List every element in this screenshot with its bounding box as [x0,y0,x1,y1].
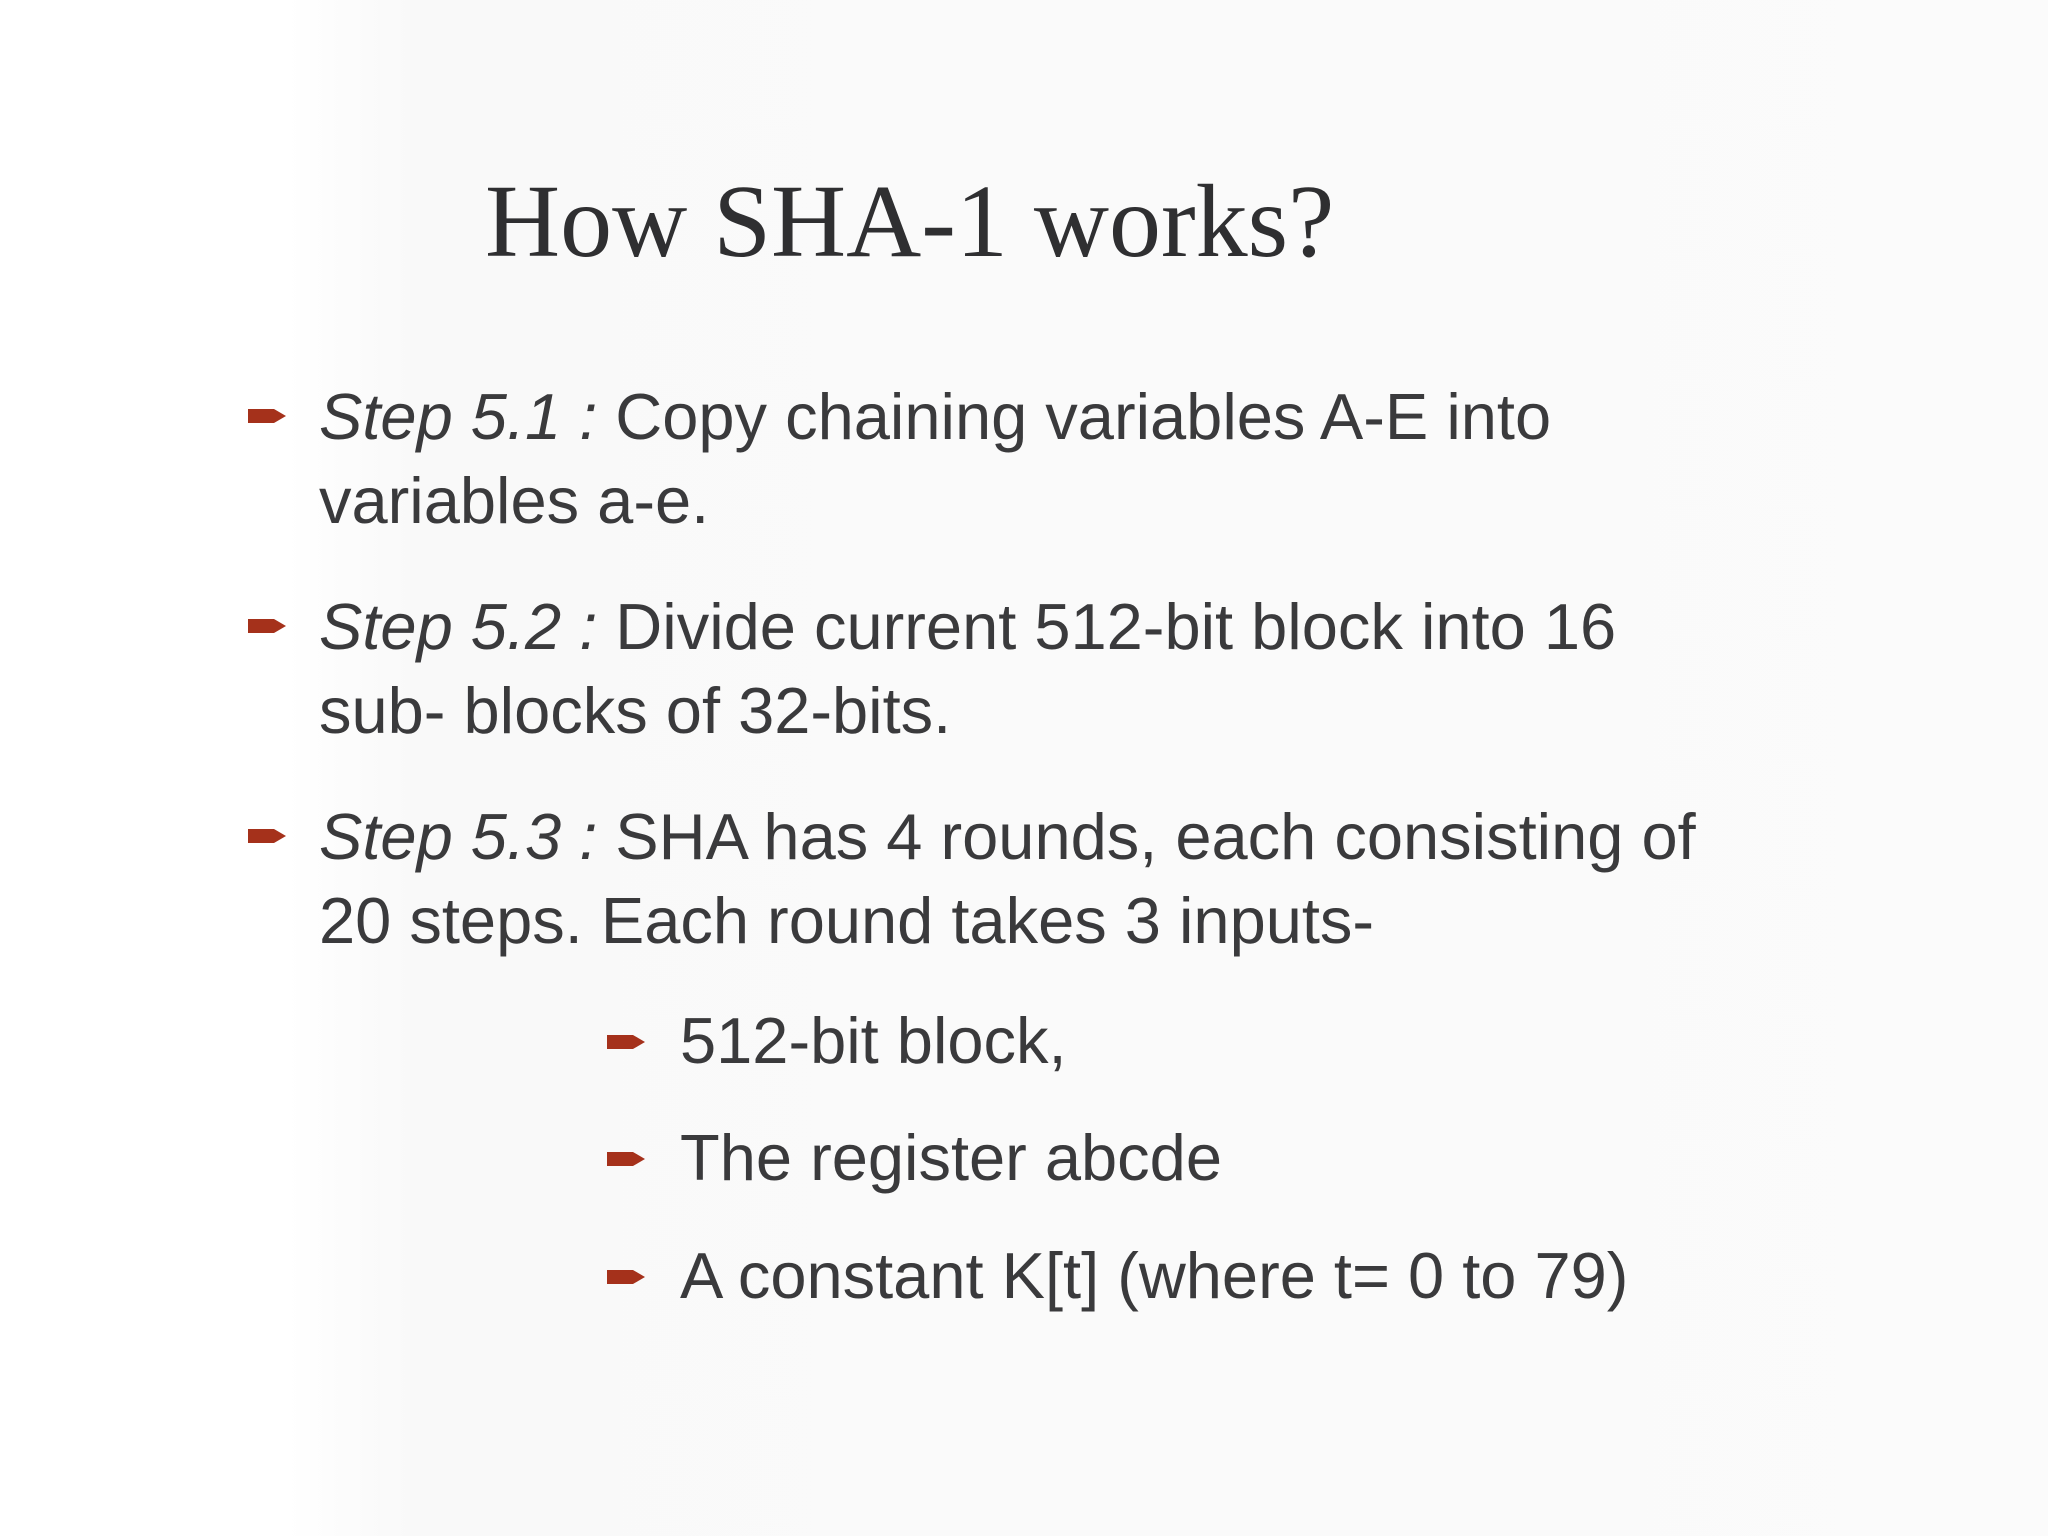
bullet-step-5-2 [248,585,1848,755]
step-label: Step 5.1 : [319,380,598,453]
arrow-bullet-icon [248,827,288,845]
step-text-continued: variables a-e. [319,464,710,537]
step-text: SHA has 4 rounds, each consisting of [597,800,1696,873]
sub-item-register: The register abcde [680,1121,1222,1194]
bullet-step-5-1 [248,375,1848,545]
arrow-bullet-icon [607,1150,647,1168]
step-text: Copy chaining variables A-E into [597,380,1552,453]
arrow-bullet-icon [248,617,288,635]
arrow-bullet-icon [248,407,288,425]
step-label: Step 5.2 : [319,590,598,663]
sub-item-constant: A constant K[t] (where t= 0 to 79) [680,1239,1629,1312]
step-label: Step 5.3 : [319,800,598,873]
step-text-continued: 20 steps. Each round takes 3 inputs- [319,884,1375,957]
bullet-step-5-3 [248,795,1848,965]
arrow-bullet-icon [607,1268,647,1286]
step-text: Divide current 512-bit block into 16 [597,590,1617,663]
sub-item-block: 512-bit block, [680,1004,1067,1077]
arrow-bullet-icon [607,1033,647,1051]
step-text-continued: sub- blocks of 32-bits. [319,674,952,747]
slide-title: How SHA-1 works? [485,164,1335,279]
